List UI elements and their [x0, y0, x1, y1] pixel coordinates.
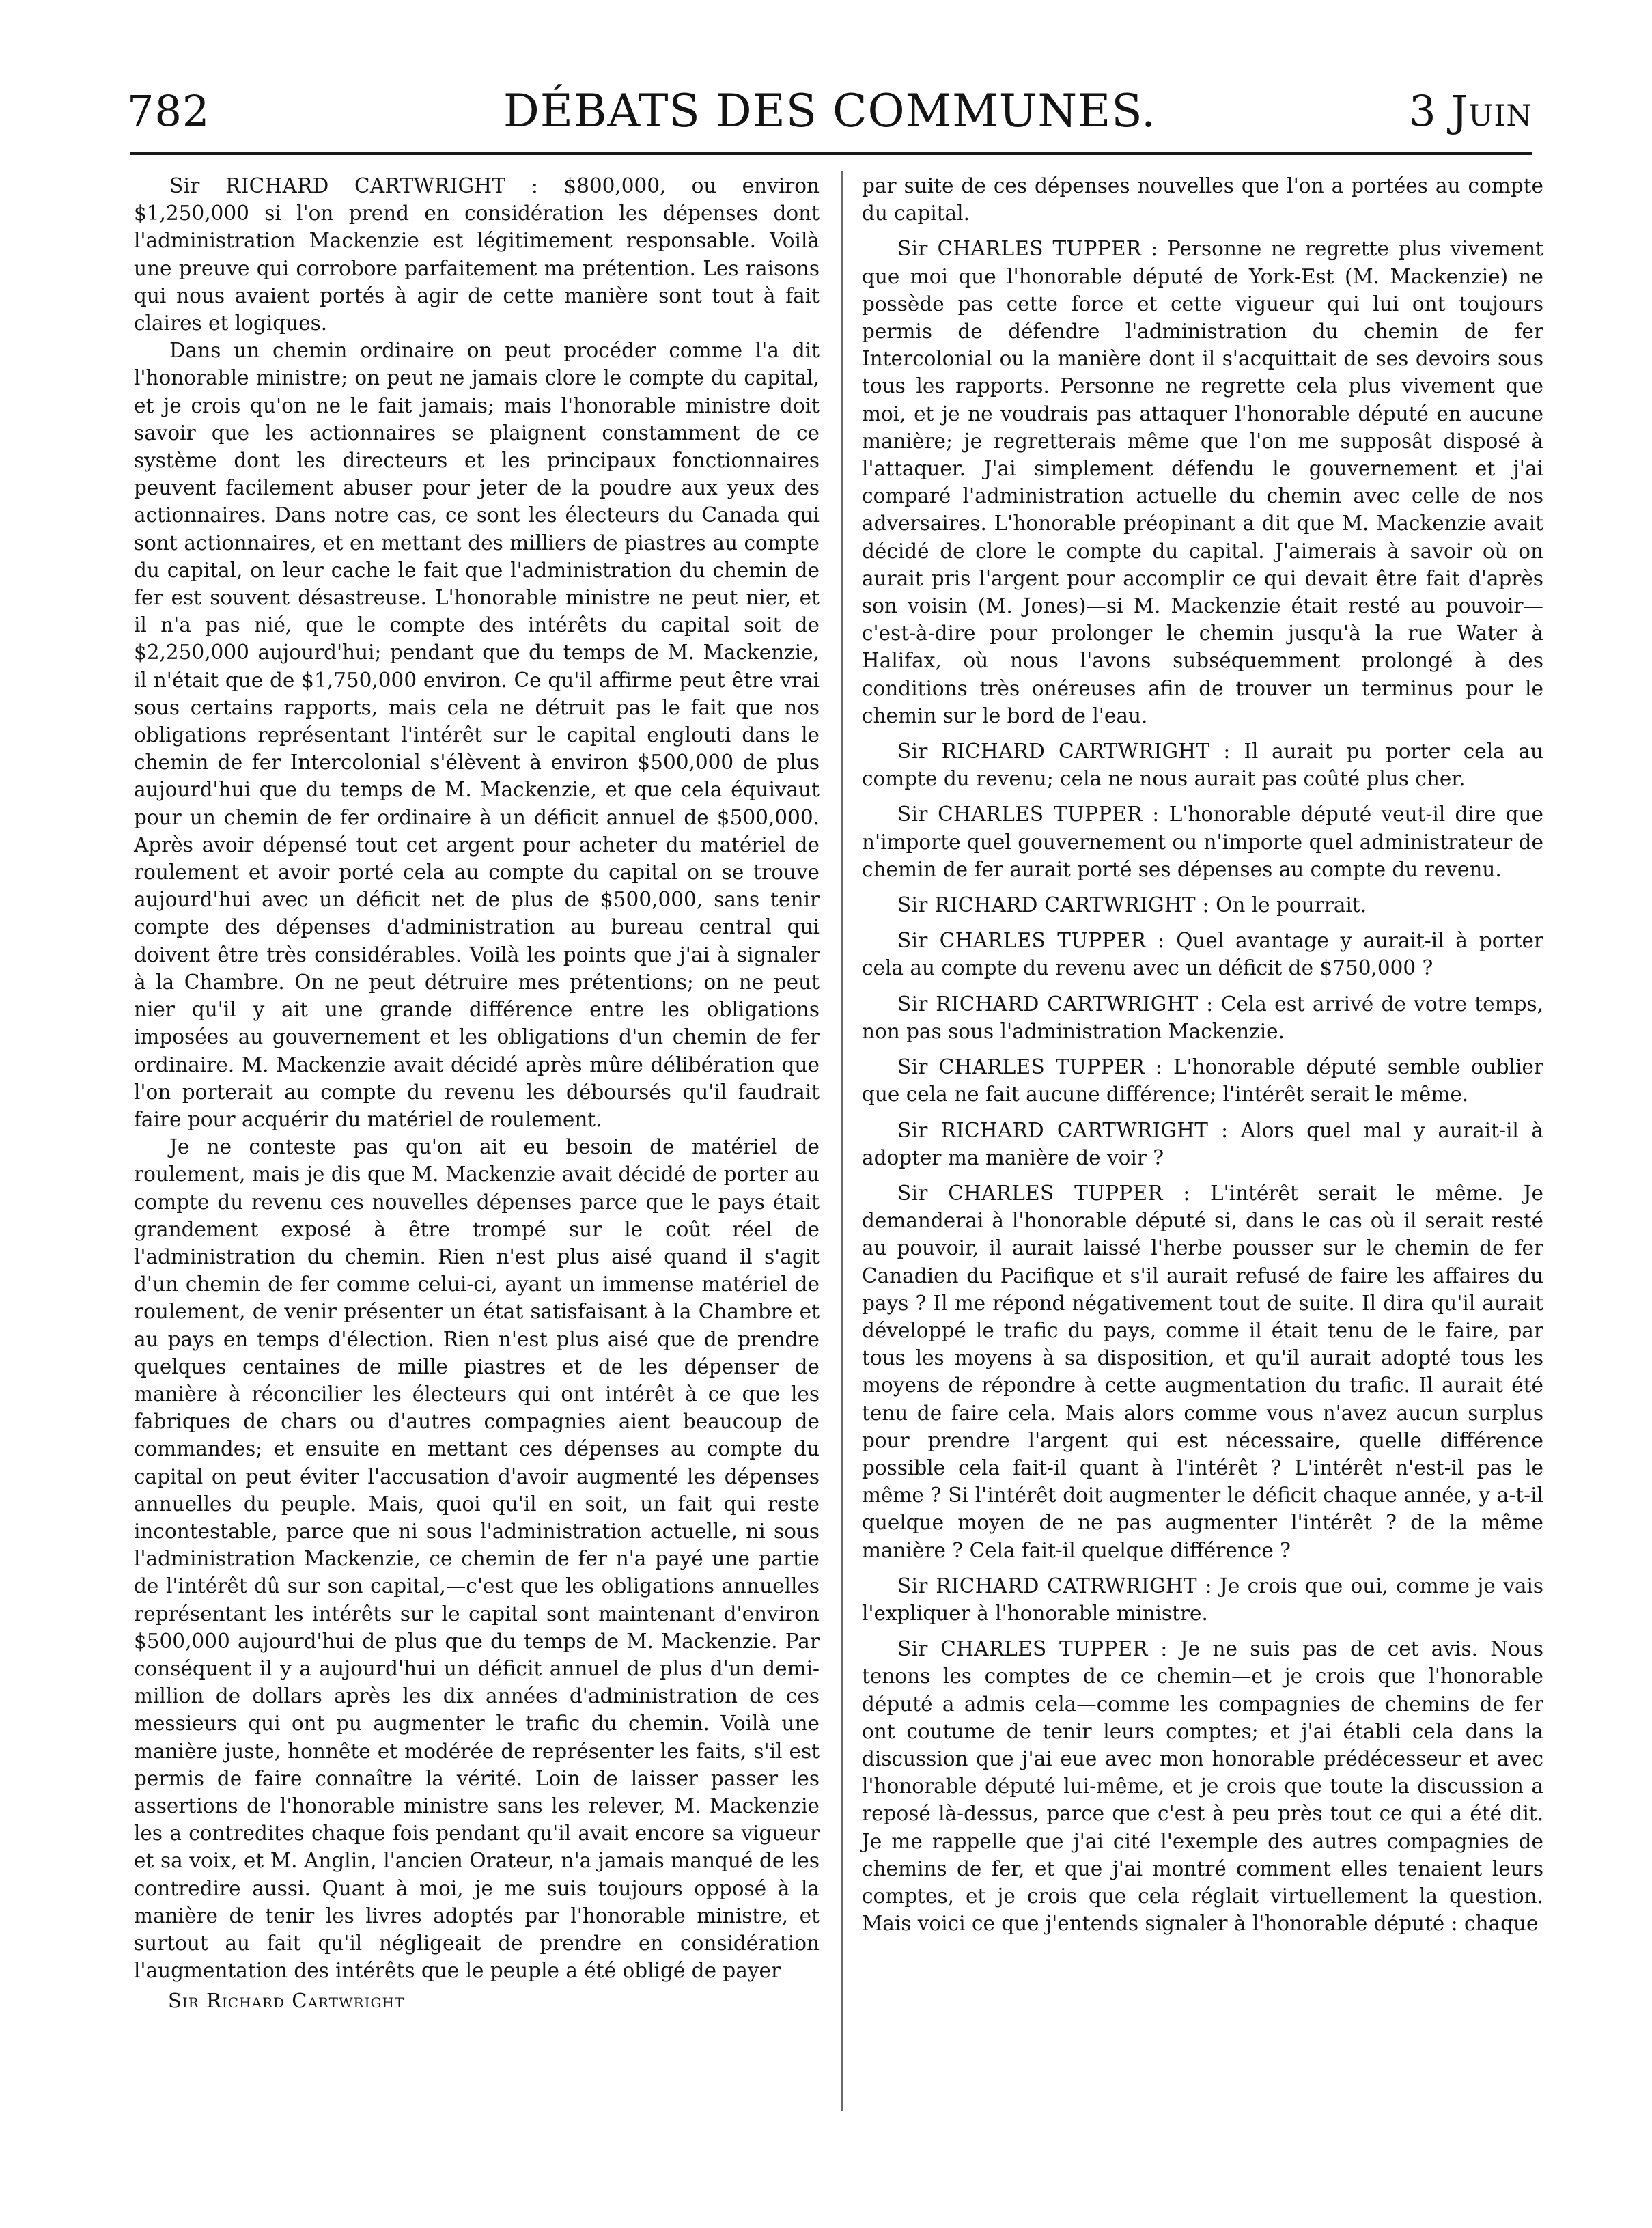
header-rule: [130, 152, 1532, 155]
speaker-name: Sir CHARLES TUPPER :: [897, 1181, 1190, 1205]
paragraph: [862, 1053, 1543, 1108]
paragraph: [862, 1180, 1543, 1564]
page-number: 782: [127, 86, 210, 136]
speaker-name: Sir CHARLES TUPPER :: [897, 1637, 1168, 1661]
paragraph: [862, 1635, 1543, 1937]
paragraph-text: Cela est arrivé de votre temps, non pas sous l'administration Mackenzie.: [862, 992, 1543, 1043]
paragraph: [862, 1572, 1543, 1627]
speaker-name: Sir CHARLES TUPPER :: [897, 1055, 1163, 1079]
column-divider: [841, 171, 843, 2111]
speaker-name: Sir RICHARD CARTWRIGHT :: [897, 1118, 1229, 1142]
paragraph-text: L'intérêt serait le même. Je demanderai à l'honorable député si, dans le cas où il serait resté au pouvoir, il aurait laissé l'herbe pousser sur le chemin de fer Canadien du Pacifique et s'il aurait refusé de faire les affaires du pays ? Il me répond négativement tout de suite. Il dira qu'il aurait développé le trafic du pays, comme il était tenu de le faire, par tous les moyens à sa disposition, et qu'il aurait adopté tous les moyens de répondre à cette augmentation du trafic. Il aurait été tenu de faire cela. Mais alors comme vous n'avez aucun surplus pour prendre l'argent qui est nécessaire, quelle différence possible cela fait-il quant à l'intérêt ? L'intérêt n'est-il pas le même ? Si l'intérêt doit augmenter le déficit chaque année, y a-t-il quelque moyen de ne pas augmenter l'intérêt ? de la même manière ? Cela fait-il quelque différence ?: [862, 1181, 1543, 1562]
paragraph: par suite de ces dépenses nouvelles que l'on a portées au compte du capital.: [862, 174, 1543, 225]
right-column: [862, 172, 1543, 1945]
paragraph-text: L'honorable député semble oublier que cela ne fait aucune différence; l'intérêt serait le même.: [862, 1055, 1543, 1106]
paragraph: [862, 891, 1543, 919]
paragraph-text: Alors quel mal y aurait-il à adopter ma manière de voir ?: [862, 1118, 1543, 1169]
paragraph: [862, 927, 1543, 981]
paragraph-text: $800,000, ou environ $1,250,000 si l'on prend en considération les dépenses dont l'administration Mackenzie est légitimement responsable. Voilà une preuve qui corrobore parfaitement ma prétention. Les raisons qui nous avaient portés à agir de cette manière sont tout à fait claires et logiques.: [134, 174, 820, 335]
paragraph: Je ne conteste pas qu'on ait eu besoin de matériel de roulement, mais je dis que M. Mackenzie avait décidé de porter au compte du revenu ces nouvelles dépenses parce que le pays était grandement exposé à être trompé sur le coût réel de l'administration du chemin. Rien n'est plus aisé quand il s'agit d'un chemin de fer comme celui-ci, ayant un immense matériel de roulement, de venir présenter un état satisfaisant à la Chambre et au pays en temps d'élection. Rien n'est plus aisé que de prendre quelques centaines de mille piastres et de les dépenser de manière à réconcilier les électeurs qui ont intérêt à ce que les fabriques de chars ou d'autres compagnies aient beaucoup de commandes; et ensuite en mettant ces dépenses au compte du capital on peut éviter l'accusation d'avoir augmenté les dépenses annuelles du peuple. Mais, quoi qu'il en soit, un fait qui reste incontestable, parce que ni sous l'administration actuelle, ni sous l'administration Mackenzie, ce chemin de fer n'a payé une partie de l'intérêt dû sur son capital,—c'est que les obligations annuelles représentant les intérêts sur le capital sont maintenant d'environ $500,000 aujourd'hui de plus que du temps de M. Mackenzie. Par conséquent il y a aujourd'hui un déficit annuel de plus d'un demi-million de dollars après les dix années d'administration de ces messieurs qui ont pu augmenter le trafic du chemin. Voilà une manière juste, honnête et modérée de représenter les faits, s'il est permis de faire connaître la vérité. Loin de laisser passer les assertions de l'honorable ministre sans les relever, M. Mackenzie les a contredites chaque fois pendant qu'il avait encore sa vigueur et sa voix, et M. Anglin, l'ancien Orateur, n'a jamais manqué de les contredire aussi. Quant à moi, je me suis toujours opposé à la manière de tenir les livres adoptés par l'honorable ministre, et surtout au fait qu'il négligeait de prendre en considération l'augmentation des intérêts que le peuple a été obligé de payer: [134, 1135, 820, 1983]
speaker-name: Sir RICHARD CATRWRIGHT :: [897, 1574, 1212, 1598]
paragraph-text: Il aurait pu porter cela au compte du revenu; cela ne nous aurait pas coûté plus cher.: [862, 740, 1543, 791]
page-title: DÉBATS DES COMMUNES.: [503, 85, 1157, 137]
paragraph-text: On le pourrait.: [1216, 893, 1367, 917]
paragraph-text: L'honorable député veut-il dire que n'importe quel gouvernement ou n'importe quel administrateur de chemin de fer aurait porté ses dépenses au compte du revenu.: [862, 803, 1543, 881]
speaker-name: Sir RICHARD CARTWRIGHT :: [897, 992, 1214, 1016]
paragraph: Dans un chemin ordinaire on peut procéder comme l'a dit l'honorable ministre; on peut ne jamais clore le compte du capital, et je crois qu'on ne le fait jamais; mais l'honorable ministre doit savoir que les actionnaires se plaignent constamment de ce système dont les directeurs et les principaux fonctionnaires peuvent facilement abuser pour jeter de la poudre aux yeux des actionnaires. Dans notre cas, ce sont les électeurs du Canada qui sont actionnaires, et en mettant des milliers de piastres au compte du capital, on leur cache le fait que l'administration du chemin de fer est souvent désastreuse. L'honorable ministre ne peut nier, et il n'a pas nié, que le compte des intérêts du capital soit de $2,250,000 aujourd'hui; pendant que du temps de M. Mackenzie, il n'était que de $1,750,000 environ. Ce qu'il affirme peut être vrai sous certains rapports, mais cela ne détruit pas le fait que nos obligations représentant l'intérêt sur le capital englouti dans le chemin de fer Intercolonial s'élèvent à environ $500,000 de plus aujourd'hui que du temps de M. Mackenzie, et que cela équivaut pour un chemin de fer ordinaire à un déficit annuel de $500,000. Après avoir dépensé tout cet argent pour acheter du matériel de roulement et avoir porté cela au compte du capital on se trouve aujourd'hui avec un déficit net de plus de $500,000, sans tenir compte des dépenses d'administration au bureau central qui doivent être très considérables. Voilà les points que j'ai à signaler à la Chambre. On ne peut détruire mes prétentions; on ne peut nier qu'il y ait une grande différence entre les obligations imposées au gouvernement et les obligations d'un chemin de fer ordinaire. M. Mackenzie avait décidé après mûre délibération que l'on porterait au compte du revenu les déboursés qu'il faudrait faire pour acquérir du matériel de roulement.: [134, 339, 820, 1131]
speaker-name: Sir RICHARD CARTWRIGHT :: [169, 174, 539, 197]
running-footer: Sir Richard Cartwright: [168, 1989, 405, 2013]
page-header: [127, 81, 1532, 142]
speaker-name: Sir RICHARD CARTWRIGHT :: [897, 740, 1231, 764]
paragraph-text: Quel avantage y aurait-il à porter cela au compte du revenu avec un déficit de $750,000 ?: [862, 929, 1544, 980]
speaker-name: Sir CHARLES TUPPER :: [897, 929, 1165, 953]
speaker-name: Sir RICHARD CARTWRIGHT :: [897, 893, 1209, 917]
paragraph: [134, 172, 820, 337]
paragraph: [862, 990, 1543, 1045]
speaker-name: Sir CHARLES TUPPER :: [897, 803, 1160, 826]
paragraph: [862, 738, 1543, 792]
paragraph: [862, 235, 1543, 729]
page-date: 3 Juin: [1409, 86, 1532, 136]
left-column: [134, 172, 820, 2015]
speaker-name: Sir CHARLES TUPPER :: [897, 237, 1158, 261]
paragraph-text: Personne ne regrette plus vivement que moi que l'honorable député de York-Est (M. Mackenzie) ne possède pas cette force et cette vigueur qui lui ont toujours permis de défendre l'administration du chemin de fer Intercolonial ou la manière dont il s'acquittait de ses devoirs sous tous les rapports. Personne ne regrette cela plus vivement que moi, et je ne voudrais pas attaquer l'honorable député en aucune manière; je regretterais même que l'on me supposât disposé à l'attaquer. J'ai simplement défendu le gouvernement et j'ai comparé l'administration actuelle du chemin avec celle de nos adversaires. L'honorable préopinant a dit que M. Mackenzie avait décidé de clore le compte du capital. J'aimerais à savoir où on aurait pris l'argent pour accomplir ce qui devait être fait d'après son voisin (M. Jones)—si M. Mackenzie était resté au pouvoir—c'est-à-dire pour prolonger le chemin jusqu'à la rue Water à Halifax, où nous l'avons subséquemment prolongé à des conditions très onéreuses afin de trouver un terminus pour le chemin sur le bord de l'eau.: [862, 237, 1544, 727]
paragraph-text: Je crois que oui, comme je vais l'expliquer à l'honorable ministre.: [862, 1574, 1543, 1625]
paragraph-text: Je ne suis pas de cet avis. Nous tenons les comptes de ce chemin—et je crois que l'honorable député a admis cela—comme les compagnies de chemins de fer ont coutume de tenir leurs comptes; et j'ai établi cela dans la discussion que j'ai eue avec mon honorable prédécesseur et avec l'honorable député lui-même, et je crois que toute la discussion a reposé là-dessus, parce que c'est à peu près tout ce qui a été dit. Je me rappelle que j'ai cité l'exemple des autres compagnies de chemins de fer, et que j'ai montré comment elles tenaient leurs comptes, et je crois que cela réglait virtuellement la question. Mais voici ce que j'entends signaler à l'honorable député : chaque: [862, 1637, 1543, 1936]
paragraph: [862, 800, 1543, 883]
paragraph: [862, 1117, 1543, 1171]
